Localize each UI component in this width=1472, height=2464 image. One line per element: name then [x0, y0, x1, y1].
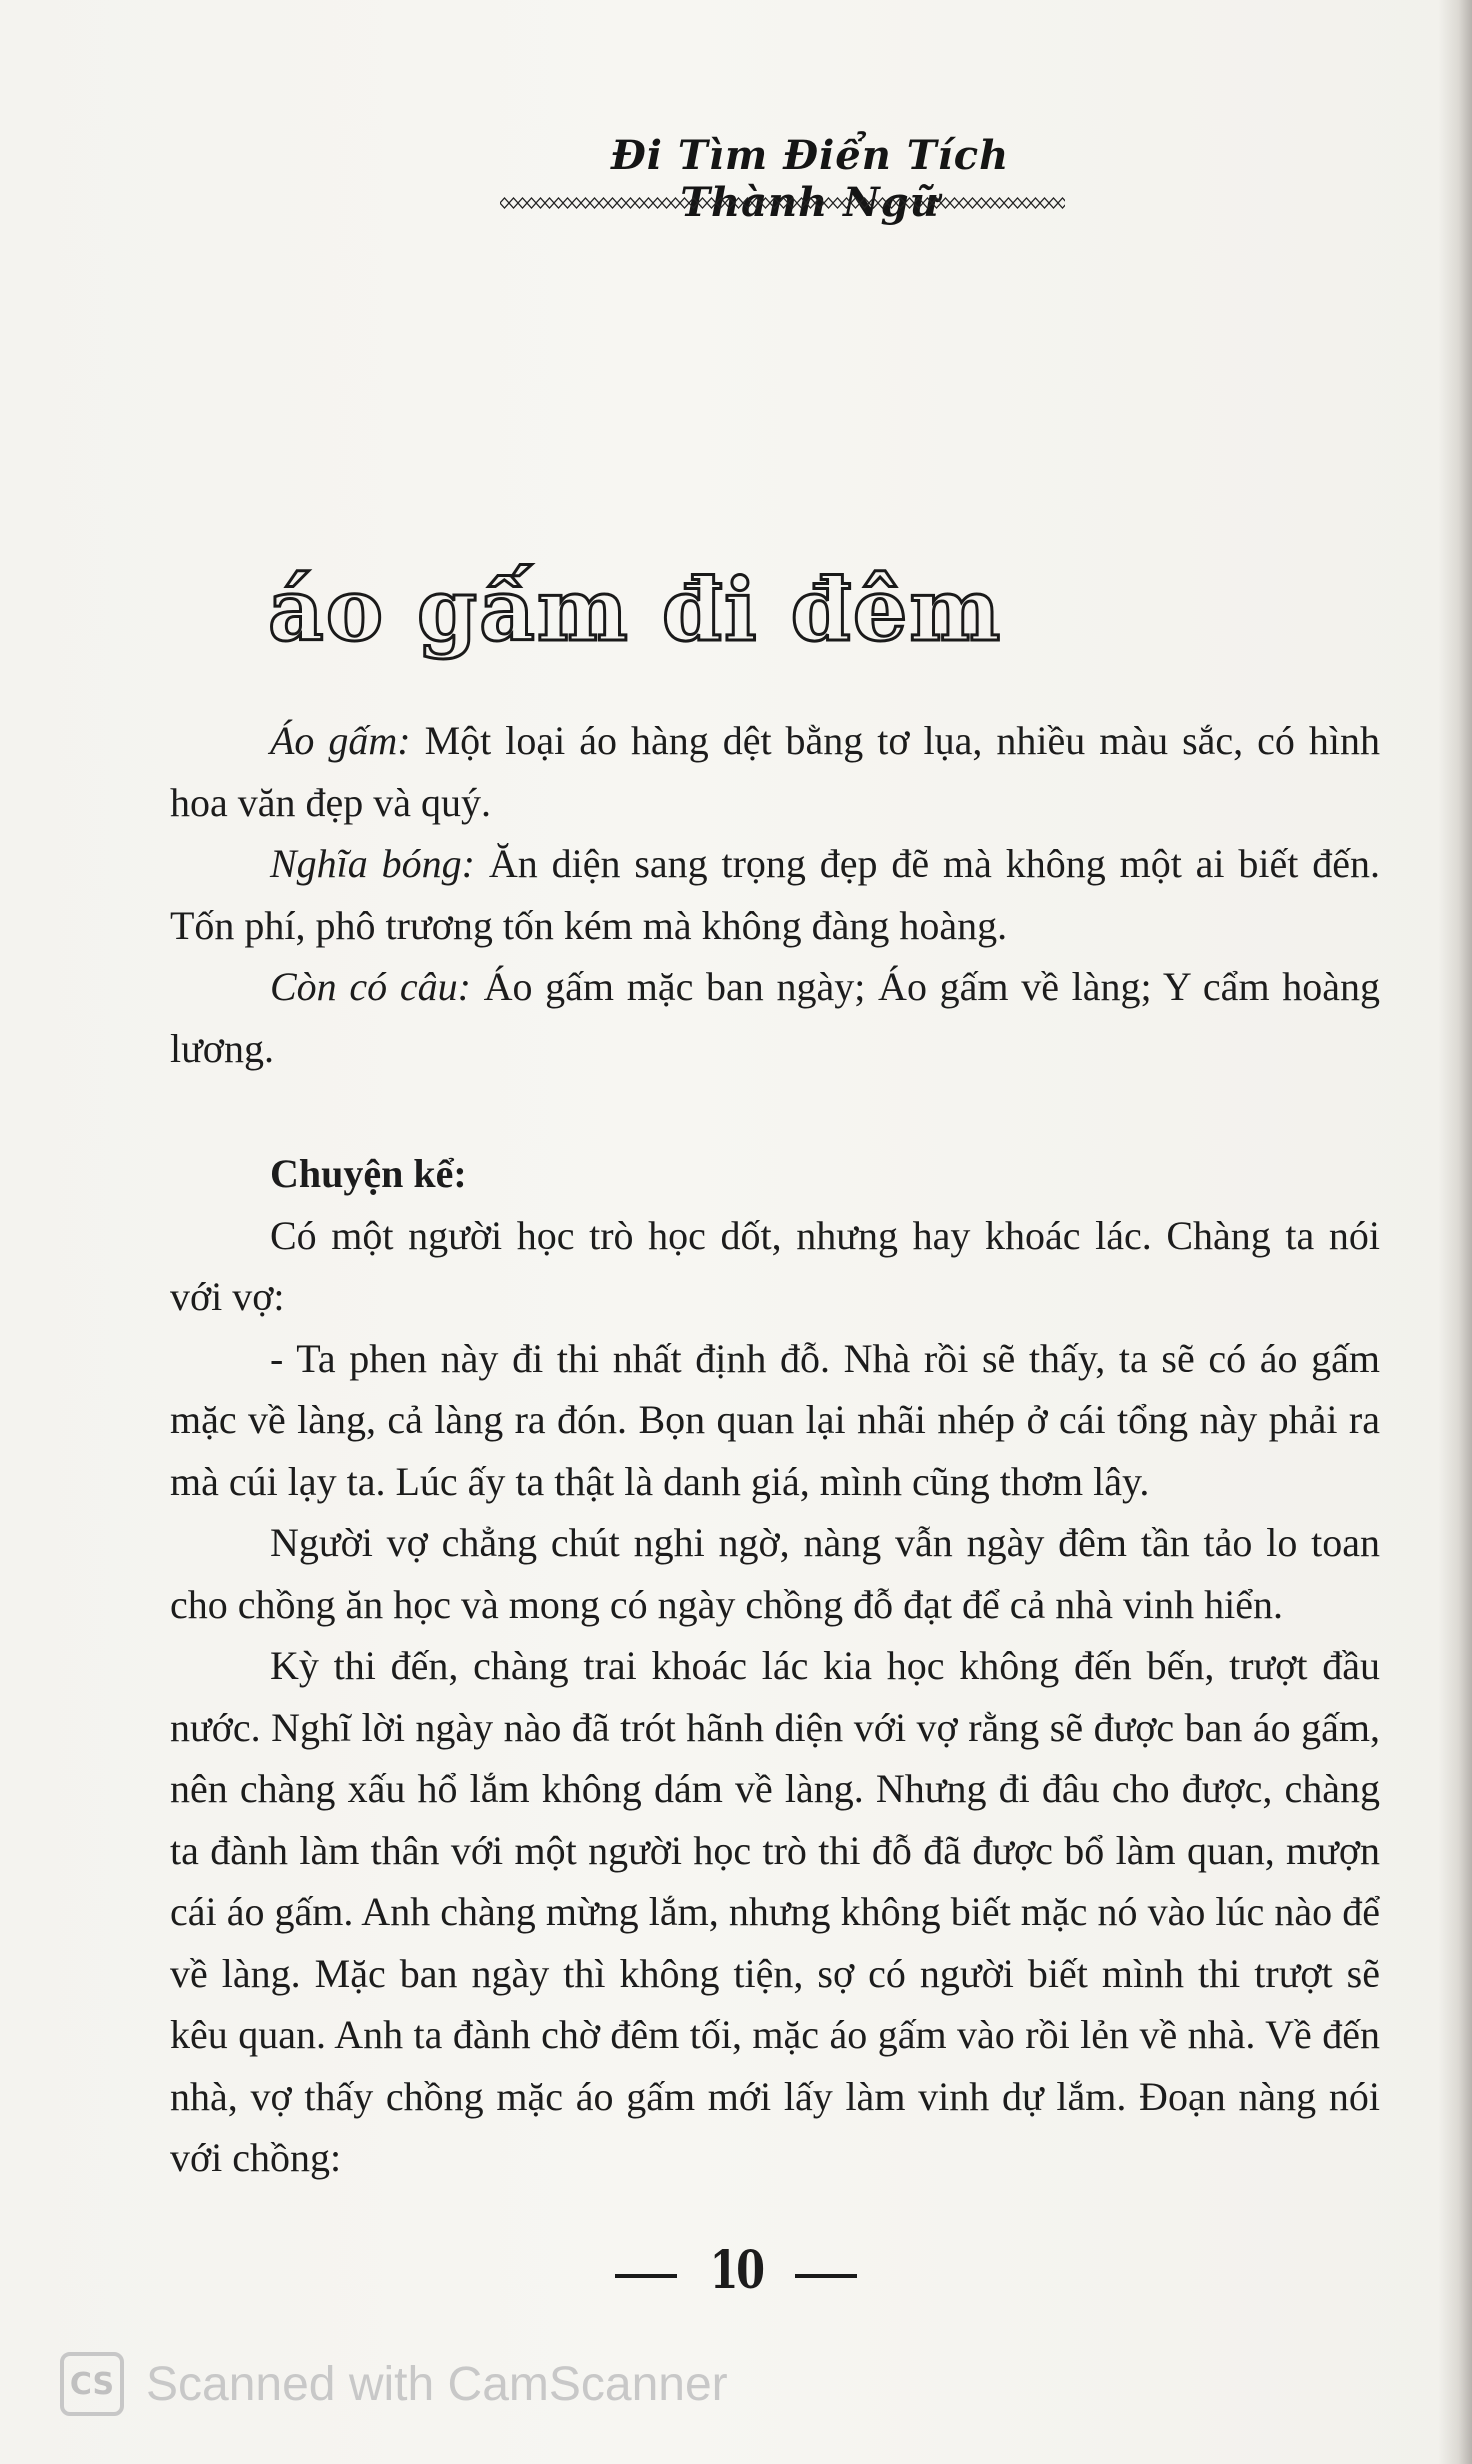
section-gap: [170, 1079, 1380, 1143]
page-footer: [0, 2240, 1472, 2301]
definition-text: Một loại áo hàng dệt bằng tơ lụa, nhiều màu sắc, có hình hoa văn đẹp và quý.: [170, 718, 1380, 825]
story-paragraph: Có một người học trò học dốt, nhưng hay khoác lác. Chàng ta nói với vợ:: [170, 1212, 1380, 1319]
definition-label: Nghĩa bóng:: [270, 841, 475, 886]
running-header: Đi Tìm Điển Tích: [610, 132, 1010, 179]
page-number-dash-left: [615, 2274, 677, 2278]
body-text: [170, 710, 1380, 2189]
watermark-text: Scanned with CamScanner: [146, 2357, 728, 2411]
story-paragraph: Kỳ thi đến, chàng trai khoác lác kia học không đến bến, trượt đầu nước. Nghĩ lời ngày nào đã trót hãnh diện với vợ rằng sẽ được ban áo gấm, nên chàng xấu hổ lắm không dám về làng. Nhưng đi đâu cho được, chàng ta đành làm thân với một người học trò thi đỗ đã được bổ làm quan, mượn cái áo gấm. Anh chàng mừng lắm, nhưng không biết mặc nó vào lúc nào để về làng. Mặc ban ngày thì không tiện, sợ có người biết mình thi trượt sẽ kêu quan. Anh ta đành chờ đêm tối, mặc áo gấm vào rồi lẻn về nhà. Về đến nhà, vợ thấy chồng mặc áo gấm mới lấy làm vinh dự lắm. Đoạn nàng nói với chồng:: [170, 1643, 1380, 2180]
definition-con-co-cau: [170, 956, 1380, 1079]
definition-ao-gam: [170, 710, 1380, 833]
page-number: 10: [709, 2240, 763, 2301]
camscanner-watermark: [60, 2350, 728, 2418]
page-edge-shadow: [1438, 0, 1472, 2464]
story-heading: Chuyện kể:: [270, 1151, 467, 1196]
story-paragraph: Người vợ chẳng chút nghi ngờ, nàng vẫn ngày đêm tần tảo lo toan cho chồng ăn học và mong có ngày chồng đỗ đạt để cả nhà vinh hiển.: [170, 1520, 1380, 1627]
definition-text: Áo gấm mặc ban ngày; Áo gấm về làng; Y cẩm hoàng lương.: [170, 964, 1381, 1071]
definition-text: Ăn diện sang trọng đẹp đẽ mà không một ai biết đến. Tốn phí, phô trương tốn kém mà không đàng hoàng.: [170, 841, 1380, 948]
story-paragraph: - Ta phen này đi thi nhất định đỗ. Nhà rồi sẽ thấy, ta sẽ có áo gấm mặc về làng, cả làng ra đón. Bọn quan lại nhãi nhép ở cái tổng này phải ra mà cúi lạy ta. Lúc ấy ta thật là danh giá, mình cũng thơm lây.: [170, 1335, 1380, 1504]
page-number-dash-right: [795, 2274, 857, 2278]
definition-nghia-bong: [170, 833, 1380, 956]
chapter-title: áo gấm đi đêm: [268, 560, 1003, 661]
definition-label: Áo gấm:: [270, 718, 411, 763]
definition-label: Còn có câu:: [270, 964, 471, 1009]
camscanner-logo-icon: CS: [60, 2352, 124, 2416]
header-ornament-divider: [500, 196, 1065, 210]
